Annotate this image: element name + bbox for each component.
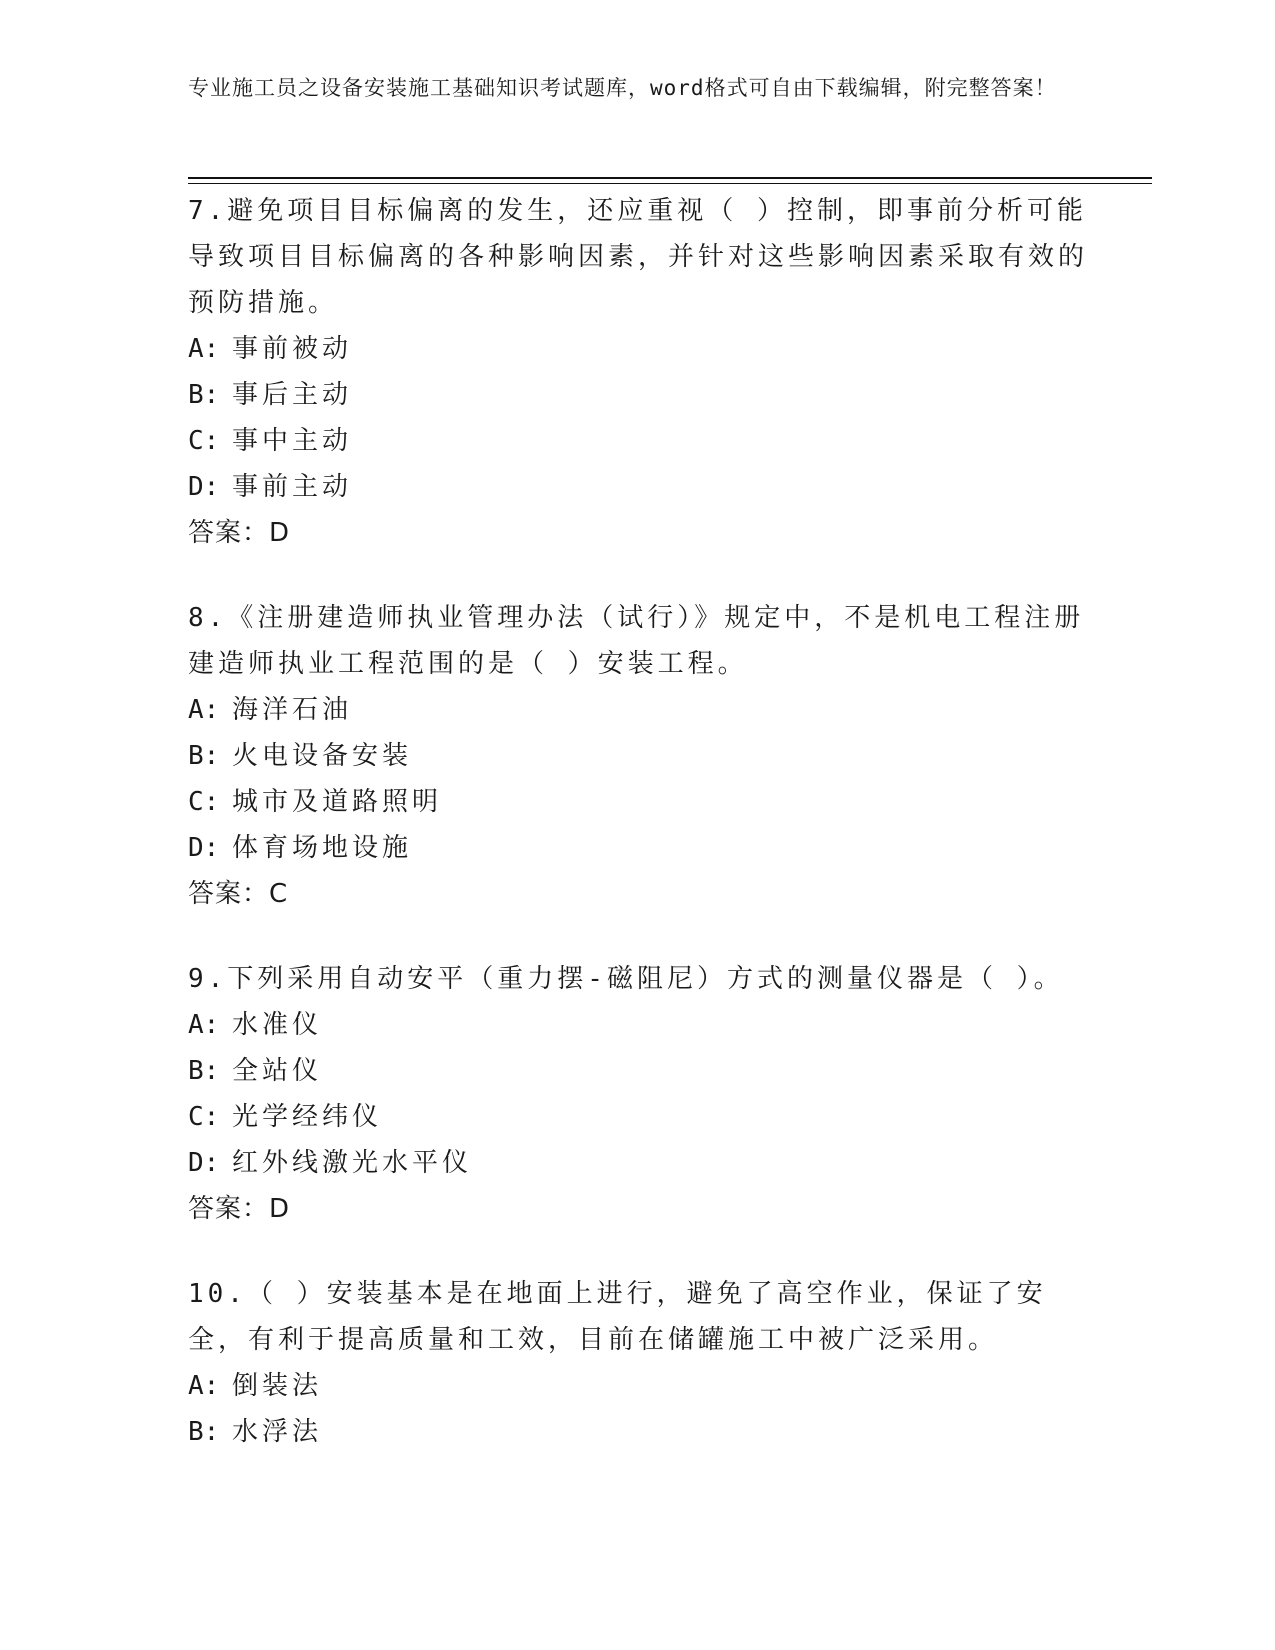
option-b [188, 372, 1088, 418]
option-a [188, 1363, 1088, 1409]
option-text: 火电设备安装 [232, 741, 413, 771]
question-text: 7.避免项目目标偏离的发生，还应重视（ ）控制，即事前分析可能导致项目目标偏离的各种影响因素，并针对这些影响因素采取有效的预防措施。 [188, 196, 1089, 318]
option-a [188, 687, 1088, 733]
header-divider-thin [188, 183, 1152, 184]
question-7 [188, 188, 1088, 556]
option-d [188, 825, 1088, 871]
question-list [188, 188, 1088, 1494]
option-text: 倒装法 [232, 1371, 323, 1401]
document-header: 专业施工员之设备安装施工基础知识考试题库，word格式可自由下载编辑，附完整答案！ [188, 76, 1057, 100]
option-a [188, 1002, 1088, 1048]
option-text: 水准仪 [232, 1010, 323, 1040]
option-text: 城市及道路照明 [232, 787, 443, 817]
answer-line: 答案：D [188, 518, 291, 548]
option-text: 事后主动 [232, 380, 353, 410]
option-text: 海洋石油 [232, 695, 353, 725]
option-b [188, 1048, 1088, 1094]
answer-line: 答案：D [188, 1194, 291, 1224]
question-text: 9.下列采用自动安平（重力摆-磁阻尼）方式的测量仪器是（ ）。 [188, 964, 1064, 994]
question-10 [188, 1271, 1088, 1455]
option-letter: A: [188, 1371, 220, 1401]
option-letter: D: [188, 1148, 220, 1178]
question-text: 10.（ ）安装基本是在地面上进行，避免了高空作业，保证了安全，有利于提高质量和工效，目前在储罐施工中被广泛采用。 [188, 1279, 1047, 1355]
answer-line: 答案：C [188, 879, 289, 909]
option-text: 事前主动 [232, 472, 353, 502]
option-text: 水浮法 [232, 1417, 323, 1447]
option-letter: B: [188, 1417, 220, 1447]
option-letter: C: [188, 426, 220, 456]
option-c [188, 418, 1088, 464]
option-text: 全站仪 [232, 1056, 323, 1086]
option-text: 体育场地设施 [232, 833, 413, 863]
option-text: 光学经纬仪 [232, 1102, 383, 1132]
option-letter: C: [188, 1102, 220, 1132]
option-letter: C: [188, 787, 220, 817]
question-text: 8.《注册建造师执业管理办法（试行）》规定中，不是机电工程注册建造师执业工程范围的是（ ）安装工程。 [188, 603, 1085, 679]
header-divider-thick [188, 177, 1152, 179]
option-letter: D: [188, 833, 220, 863]
option-letter: A: [188, 334, 220, 364]
option-b [188, 733, 1088, 779]
option-c [188, 1094, 1088, 1140]
option-letter: A: [188, 1010, 220, 1040]
option-text: 事中主动 [232, 426, 353, 456]
option-a [188, 326, 1088, 372]
option-d [188, 464, 1088, 510]
option-d [188, 1140, 1088, 1186]
option-letter: B: [188, 741, 220, 771]
option-letter: B: [188, 1056, 220, 1086]
option-letter: A: [188, 695, 220, 725]
option-c [188, 779, 1088, 825]
option-letter: D: [188, 472, 220, 502]
option-letter: B: [188, 380, 220, 410]
question-9 [188, 956, 1088, 1232]
option-b [188, 1409, 1088, 1455]
question-8 [188, 595, 1088, 917]
option-text: 事前被动 [232, 334, 353, 364]
option-text: 红外线激光水平仪 [232, 1148, 473, 1178]
